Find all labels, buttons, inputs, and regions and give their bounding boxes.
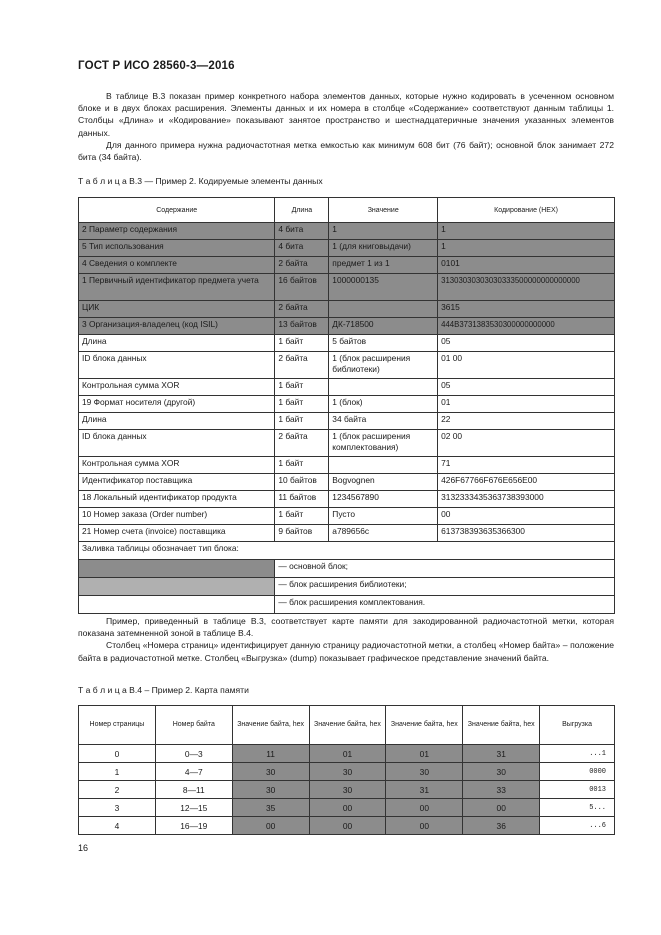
cell-hex: 01 00 [438,352,615,379]
cell-content: Контрольная сумма XOR [79,379,275,396]
table-row [79,817,615,835]
cell-hex: 1 [438,240,615,257]
table-b3-header-row [79,198,615,223]
cell-hex: 01 [438,396,615,413]
cell-value: предмет 1 из 1 [329,257,438,274]
table-row [79,352,615,379]
cell-length: 16 байтов [275,274,329,301]
cell-length: 2 байта [275,257,329,274]
legend-swatch-acquisition [79,596,275,614]
cell-value: 34 байта [329,413,438,430]
table-b3-caption: Т а б л и ц а B.3 — Пример 2. Кодируемые элементы данных [78,176,323,186]
cell-page: 4 [79,817,156,835]
cell-byte-value: 00 [386,817,463,835]
table-row [79,799,615,817]
cell-hex: 3132333435363738393000 [438,491,615,508]
legend-row [79,578,615,596]
cell-hex: 426F67766F676E656E00 [438,474,615,491]
middle-text [78,615,614,664]
cell-length: 11 байтов [275,491,329,508]
legend-label: — основной блок; [275,560,615,578]
cell-byte-value: 33 [463,781,540,799]
table-row [79,457,615,474]
cell-content: Длина [79,335,275,352]
legend-title-row [79,542,615,560]
cell-page: 2 [79,781,156,799]
table-row [79,396,615,413]
column-header: Кодирование (HEX) [438,198,615,223]
column-header: Значение байта, hex [386,706,463,745]
table-row [79,491,615,508]
cell-hex: 00 [438,508,615,525]
cell-content: Длина [79,413,275,430]
cell-value: 1 (блок) [329,396,438,413]
cell-hex: 71 [438,457,615,474]
cell-value: 1 [329,223,438,240]
cell-byte-value: 01 [386,745,463,763]
cell-hex: 3615 [438,301,615,318]
cell-length: 2 байта [275,301,329,318]
cell-bytes: 8—11 [155,781,232,799]
column-header: Содержание [79,198,275,223]
cell-content: Контрольная сумма XOR [79,457,275,474]
table-row [79,763,615,781]
table-row [79,525,615,542]
cell-content: 4 Сведения о комплекте [79,257,275,274]
cell-bytes: 12—15 [155,799,232,817]
cell-length: 2 байта [275,430,329,457]
table-row [79,257,615,274]
table-row [79,274,615,301]
table-row [79,474,615,491]
cell-hex: 444B3731383530300000000000 [438,318,615,335]
cell-byte-value: 00 [309,799,386,817]
middle-paragraph-2: Столбец «Номера страниц» идентифицирует данную страницу радиочастотной метки, а столбец «Номер байта» – положение байта в радиочастотной метке. Столбец «Выгрузка» (dump) показывает графическое представление значений байта. [78,640,614,663]
cell-value: 5 байтов [329,335,438,352]
cell-bytes: 16—19 [155,817,232,835]
cell-hex: 05 [438,379,615,396]
column-header: Номер байта [155,706,232,745]
table-row [79,430,615,457]
cell-bytes: 4—7 [155,763,232,781]
cell-hex: 05 [438,335,615,352]
cell-hex: 1 [438,223,615,240]
cell-dump: 0013 [540,781,615,799]
cell-value: ДК-718500 [329,318,438,335]
cell-hex: 0101 [438,257,615,274]
cell-byte-value: 00 [309,817,386,835]
table-b3 [78,197,615,614]
cell-content: 1 Первичный идентификатор предмета учета [79,274,275,301]
table-row [79,318,615,335]
cell-length: 9 байтов [275,525,329,542]
cell-byte-value: 31 [463,745,540,763]
column-header: Выгрузка [540,706,615,745]
cell-length: 1 байт [275,379,329,396]
page-number: 16 [78,843,89,853]
cell-byte-value: 00 [386,799,463,817]
cell-content: Идентификатор поставщика [79,474,275,491]
cell-content: 18 Локальный идентификатор продукта [79,491,275,508]
cell-length: 1 байт [275,335,329,352]
table-b4 [78,705,615,835]
cell-value: Bogvognen [329,474,438,491]
table-row [79,240,615,257]
legend-swatch-library [79,578,275,596]
legend-row [79,560,615,578]
cell-hex: 31303030303030333500000000000000 [438,274,615,301]
column-header: Длина [275,198,329,223]
cell-byte-value: 36 [463,817,540,835]
cell-value [329,379,438,396]
cell-content: 19 Формат носителя (другой) [79,396,275,413]
cell-content: 3 Организация-владелец (код ISIL) [79,318,275,335]
table-row [79,745,615,763]
table-row [79,781,615,799]
cell-length: 1 байт [275,396,329,413]
table-row [79,508,615,525]
table-row [79,379,615,396]
cell-byte-value: 30 [309,781,386,799]
cell-page: 1 [79,763,156,781]
cell-value: Пусто [329,508,438,525]
middle-paragraph-1: Пример, приведенный в таблице B.3, соответствует карте памяти для закодированной радиочастотной метки, которая показана затемненной зоной в таблице B.4. [78,616,614,639]
cell-length: 13 байтов [275,318,329,335]
cell-hex: 613738393635366300 [438,525,615,542]
cell-byte-value: 00 [232,817,309,835]
table-row [79,223,615,240]
intro-paragraph-1: В таблице B.3 показан пример конкретного набора элементов данных, которые нужно кодировать в усеченном основном блоке и в двух блоках расширения. Элементы данных и их номера в столбце «Содержание» соответствуют данным таблицы 1. Столбцы «Длина» и «Кодирование» показывают занятое пространство и шестнадцатеричные значения указанных элементов данных. [78,91,614,138]
table-row [79,335,615,352]
column-header: Номер страницы [79,706,156,745]
cell-length: 1 байт [275,508,329,525]
cell-byte-value: 35 [232,799,309,817]
cell-length: 2 байта [275,352,329,379]
cell-byte-value: 01 [309,745,386,763]
legend-swatch-main [79,560,275,578]
cell-value: 1000000135 [329,274,438,301]
cell-byte-value: 30 [232,781,309,799]
cell-content: ЦИК [79,301,275,318]
cell-length: 4 бита [275,240,329,257]
cell-length: 10 байтов [275,474,329,491]
legend-label: — блок расширения библиотеки; [275,578,615,596]
cell-value [329,457,438,474]
legend-title: Заливка таблицы обозначает тип блока: [79,542,615,560]
legend-label: — блок расширения комплектования. [275,596,615,614]
cell-byte-value: 30 [232,763,309,781]
cell-dump: 5... [540,799,615,817]
cell-value: 1 (блок расширения комплектования) [329,430,438,457]
cell-value [329,301,438,318]
cell-bytes: 0—3 [155,745,232,763]
column-header: Значение [329,198,438,223]
legend-row [79,596,615,614]
cell-value: a789656c [329,525,438,542]
cell-content: ID блока данных [79,352,275,379]
table-b4-caption: Т а б л и ц а B.4 – Пример 2. Карта памяти [78,685,249,695]
cell-dump: ...6 [540,817,615,835]
document-header: ГОСТ Р ИСО 28560-3—2016 [78,60,235,72]
cell-byte-value: 30 [463,763,540,781]
table-row [79,301,615,318]
cell-length: 1 байт [275,457,329,474]
cell-hex: 22 [438,413,615,430]
cell-value: 1 (блок расширения библиотеки) [329,352,438,379]
cell-content: 10 Номер заказа (Order number) [79,508,275,525]
cell-byte-value: 11 [232,745,309,763]
cell-content: 5 Тип использования [79,240,275,257]
cell-page: 0 [79,745,156,763]
cell-content: 21 Номер счета (invoice) поставщика [79,525,275,542]
cell-byte-value: 00 [463,799,540,817]
cell-value: 1 (для книговыдачи) [329,240,438,257]
cell-page: 3 [79,799,156,817]
cell-dump: ...1 [540,745,615,763]
cell-byte-value: 30 [386,763,463,781]
cell-value: 1234567890 [329,491,438,508]
cell-dump: 0000 [540,763,615,781]
cell-length: 1 байт [275,413,329,430]
cell-length: 4 бита [275,223,329,240]
column-header: Значение байта, hex [309,706,386,745]
cell-byte-value: 31 [386,781,463,799]
cell-content: ID блока данных [79,430,275,457]
cell-byte-value: 30 [309,763,386,781]
table-b4-header-row [79,706,615,745]
cell-content: 2 Параметр содержания [79,223,275,240]
table-row [79,413,615,430]
column-header: Значение байта, hex [463,706,540,745]
column-header: Значение байта, hex [232,706,309,745]
intro-text [78,90,614,163]
cell-hex: 02 00 [438,430,615,457]
intro-paragraph-2: Для данного примера нужна радиочастотная метка емкостью как минимум 608 бит (76 байт); основной блок занимает 272 бита (34 байта). [78,139,614,163]
